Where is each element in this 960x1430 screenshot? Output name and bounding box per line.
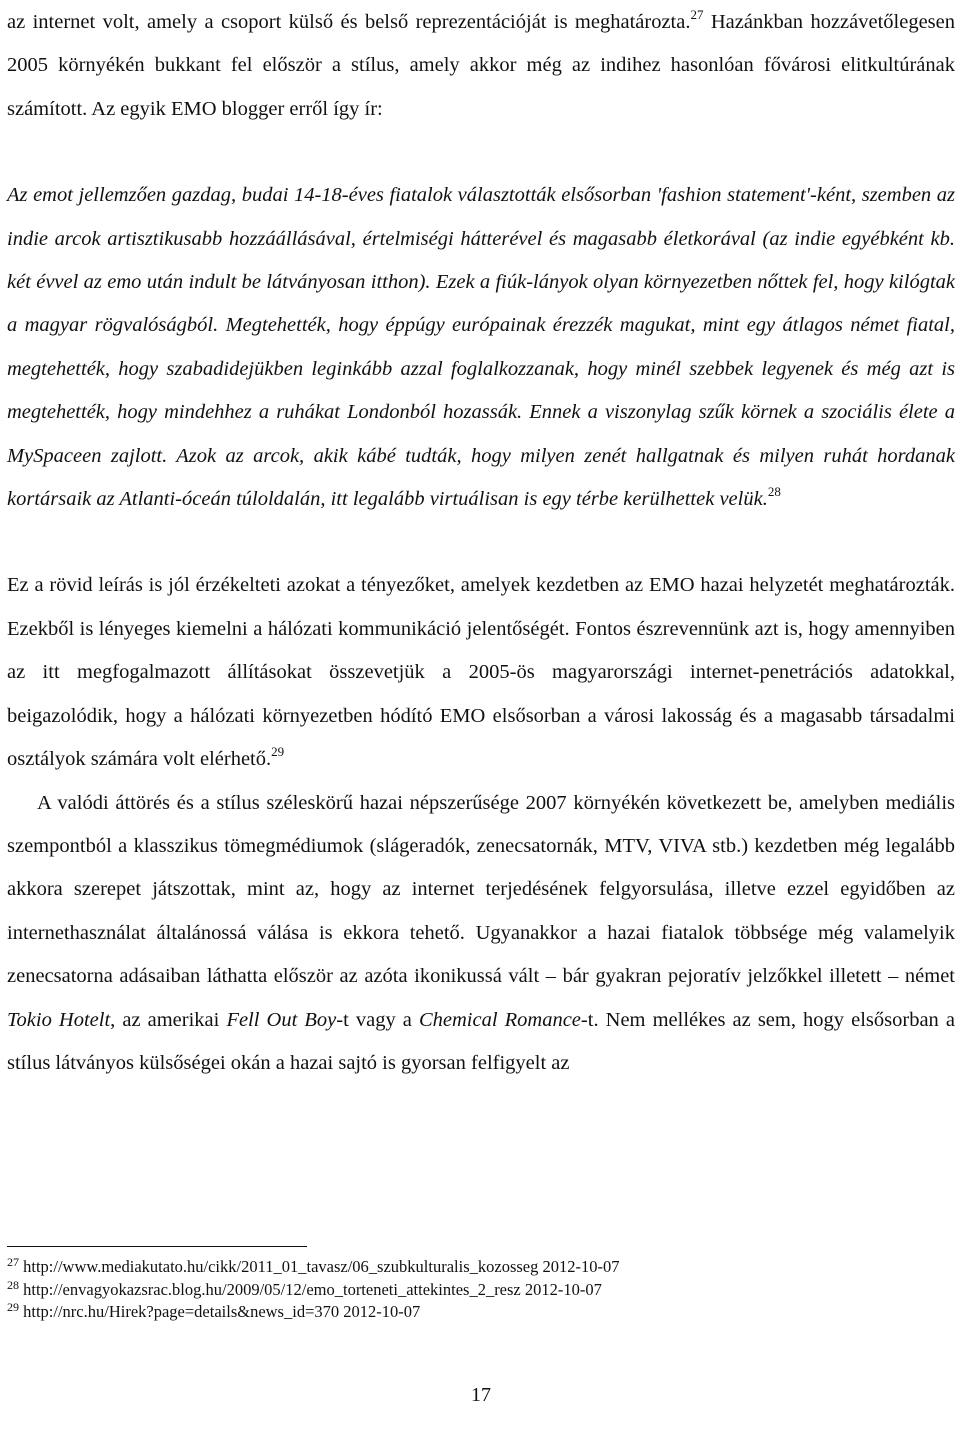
- footnote-number: 27: [7, 1255, 19, 1269]
- footnote-ref-27[interactable]: 27: [690, 7, 704, 22]
- footnote-27: [7, 1256, 619, 1279]
- paragraph-text: A valódi áttörés és a stílus széleskörű hazai népszerűsége 2007 környékén következett be, amelyben mediális szempontból a klasszikus tömegmédiumok (slágeradók, zenecsatornák, MTV, VIVA stb.) kezdetben még legalább akkora szerepet játszottak, mint az, hogy az internet terjedésének felgyorsulása, illetve ezzel egyidőben az internethasználat általánossá válása is ekkora tehető. Ugyanakkor a hazai fiatalok többsége még valamelyik zenecsatorna adásaiban láthatta először az azóta ikonikussá vált – bár gyakran pejoratív jelzőkkel illetett – német: [7, 791, 955, 988]
- paragraph-text: -t. Nem mellékes az sem, hogy elsősorban a stílus látványos külsőségei okán a hazai sajtó is gyorsan felfigyelt az: [7, 1008, 955, 1074]
- footnote-separator: [7, 1246, 307, 1247]
- footnotes: [7, 1256, 619, 1324]
- footnote-number: 29: [7, 1300, 19, 1314]
- footnote-link[interactable]: http://envagyokazsrac.blog.hu/2009/05/12/emo_torteneti_attekintes_2_resz 2012-10-07: [19, 1279, 602, 1299]
- document-page: [7, 0, 956, 1406]
- page-number: 17: [471, 1384, 491, 1406]
- paragraph-text: az internet volt, amely a csoport külső és belső reprezentációját is meghatározta.: [7, 11, 691, 33]
- paragraph-intro: [7, 0, 955, 131]
- footnote-link[interactable]: http://nrc.hu/Hirek?page=details&news_id=370 2012-10-07: [19, 1302, 421, 1321]
- footnote-ref-29[interactable]: 29: [271, 744, 285, 760]
- band-name-fell-out-boy: Fell Out Boy: [226, 1008, 337, 1031]
- footnote-number: 28: [7, 1277, 19, 1292]
- paragraph-text: , az amerikai: [110, 1008, 227, 1031]
- footnote-ref-28[interactable]: 28: [767, 484, 781, 500]
- footnote-link[interactable]: http://www.mediakutato.hu/cikk/2011_01_tavasz/06_szubkulturalis_kozosseg 2012-10-07: [19, 1257, 620, 1276]
- quote-text: Az emot jellemzően gazdag, budai 14-18-éves fiatalok választották elsősorban 'fashion statement'-ként, szemben az indie arcok artisztikusabb hozzáállásával, értelmiségi hátterével és magasabb életkorával (az indie egyébként kb. két évvel az emo után indult be látványosan itthon). Ezek a fiúk-lányok olyan környezetben nőttek fel, hogy kilógtak a magyar rögvalóságból. Megtehették, hogy éppúgy európainak érezzék magukat, mint egy átlagos német fiatal, megtehették, hogy szabadidejükben leginkább azzal foglalkozzanak, hogy minél szebbek legyenek és még azt is megtehették, hogy mindehhez a ruhákat Londonból hozassák. Ennek a viszonylag szűk körnek a szociális élete a MySpaceen zajlott. Azok az arcok, akik kábé tudták, hogy milyen zenét hallgatnak és milyen ruhát hordanak kortársaik az Atlanti-óceán túloldalán, itt legalább virtuálisan is egy térbe kerülhettek velük.: [7, 184, 955, 511]
- paragraph-breakthrough: [7, 782, 955, 1086]
- paragraph-text: Ez a rövid leírás is jól érzékelteti azokat a tényezőket, amelyek kezdetben az EMO hazai helyzetét meghatározták. Ezekből is lényeges kiemelni a hálózati kommunikáció jelentőségét. Fontos észrevennünk azt is, hogy amennyiben az itt megfogalmazott állításokat összevetjük a 2005-ös magyarországi internet-penetrációs adatokkal, beigazolódik, hogy a hálózati környezetben hódító EMO elsősorban a városi lakosság és a magasabb társadalmi osztályok számára volt elérhető.: [7, 574, 955, 771]
- paragraph-text: Hazánkban hozzávetőlegesen 2005 környékén bukkant fel először a stílus, amely akkor még az indihez hasonlóan fővárosi elitkultúrának számított. Az egyik EMO blogger erről így ír:: [7, 11, 956, 120]
- paragraph-analysis: [7, 564, 955, 781]
- band-name-tokio-hotel: Tokio Hotelt: [7, 1008, 111, 1031]
- footnote-28: [7, 1279, 619, 1302]
- paragraph-text: -t vagy a: [336, 1008, 419, 1031]
- band-name-chemical-romance: Chemical Romance: [418, 1008, 581, 1031]
- blog-quote: [7, 174, 955, 521]
- footnote-29: [7, 1301, 619, 1324]
